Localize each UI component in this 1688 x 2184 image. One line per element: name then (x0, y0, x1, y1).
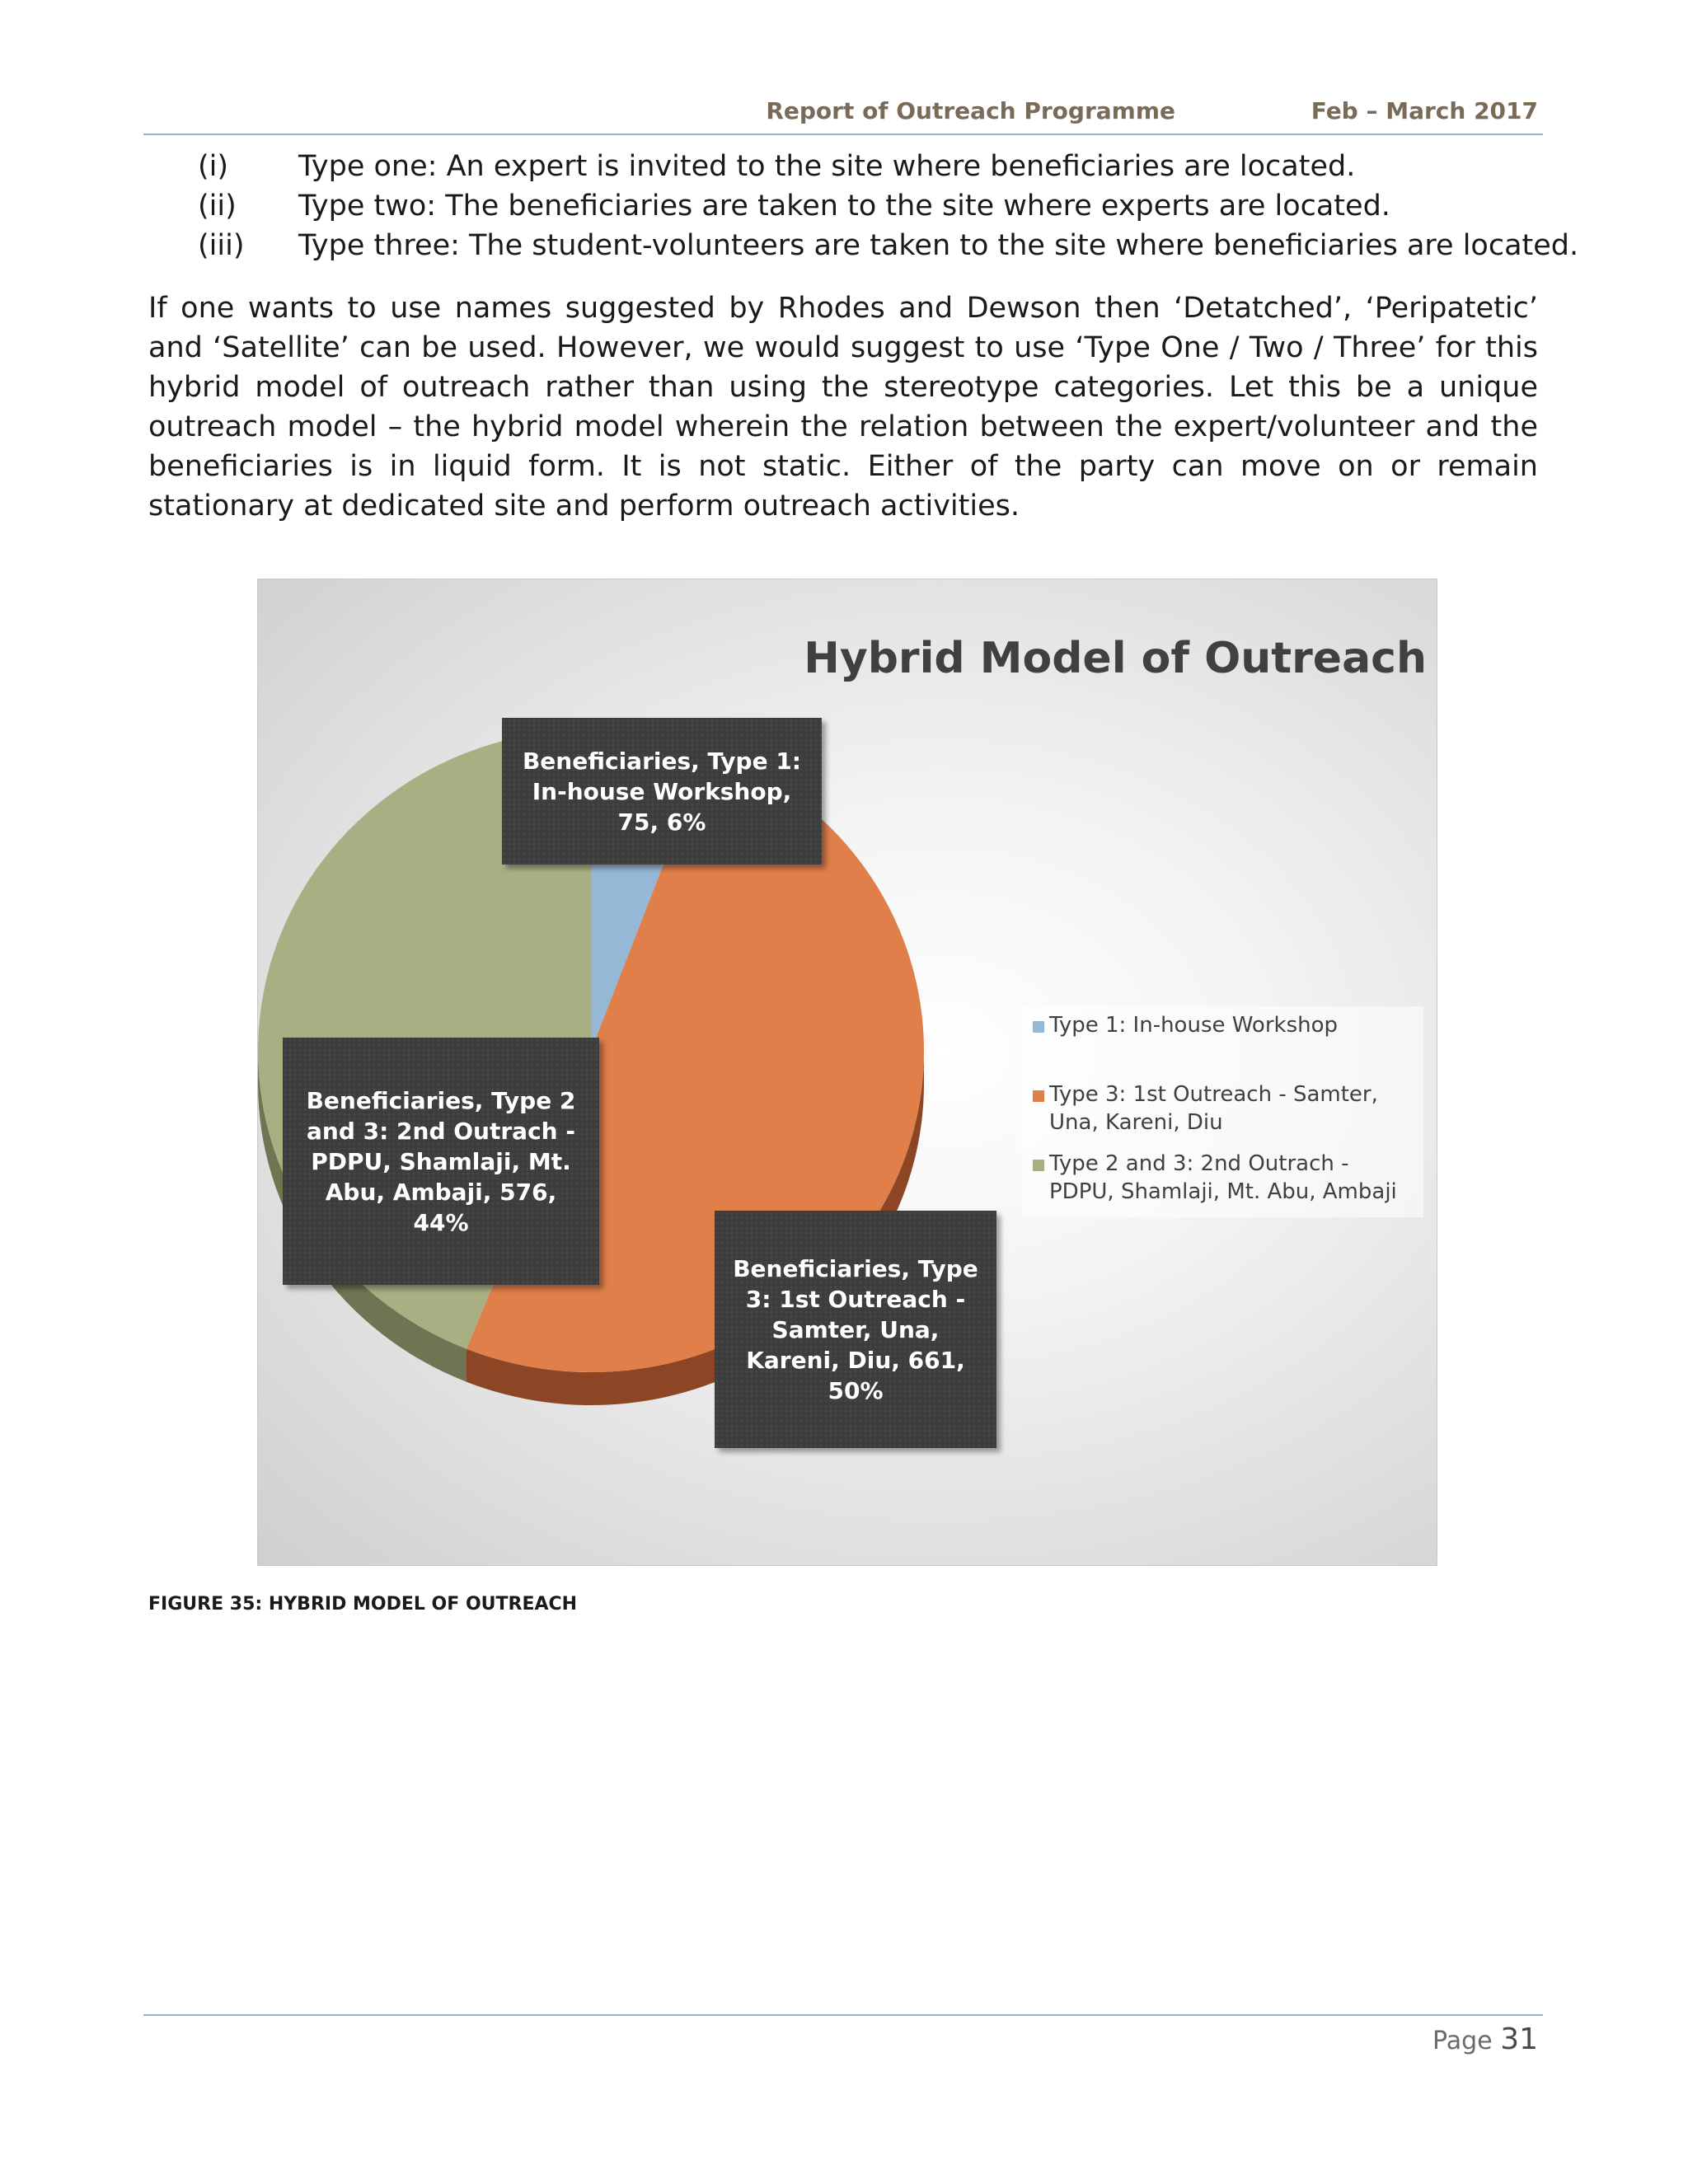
list-text: Type two: The beneficiaries are taken to the site where experts are located. (298, 190, 1390, 223)
data-label-type2-3: Beneficiaries, Type 2 and 3: 2nd Outrach - PDPU, Shamlaji, Mt. Abu, Ambaji, 576, 44% (283, 1038, 599, 1285)
list-item (198, 186, 1578, 226)
legend-item (1033, 1080, 1420, 1137)
figure-caption: FIGURE 35: HYBRID MODEL OF OUTREACH (148, 1594, 578, 1615)
data-label-type1: Beneficiaries, Type 1: In-house Workshop, 75, 6% (502, 718, 822, 865)
legend-swatch (1033, 1090, 1044, 1102)
report-title: Report of Outreach Programme (766, 97, 1175, 124)
legend-label: Type 3: 1st Outreach - Samter, Una, Kareni, Diu (1049, 1082, 1378, 1135)
page-number (1432, 2022, 1538, 2056)
legend-label: Type 1: In-house Workshop (1049, 1013, 1339, 1038)
legend-swatch (1033, 1160, 1044, 1171)
type-list (198, 147, 1578, 265)
page-number-value: 31 (1500, 2022, 1538, 2056)
legend-item (1033, 1150, 1420, 1206)
legend-swatch (1033, 1021, 1044, 1033)
page-header (143, 97, 1543, 135)
data-label-type3: Beneficiaries, Type 3: 1st Outreach - Samter, Una, Kareni, Diu, 661, 50% (715, 1211, 996, 1448)
body-paragraph: If one wants to use names suggested by Rhodes and Dewson then ‘Detatched’, ‘Peripatetic’ and ‘Satellite’ can be used. However, we would suggest to use ‘Type One / Two / Three’ for this hybrid model of outreach rather than using the stereotype categories. Let this be a unique outreach model – the hybrid model wherein the relation between the expert/volunteer and the beneficiaries is in liquid form. It is not static. Either of the party can move on or remain stationary at dedicated site and perform outreach activities. (148, 292, 1538, 523)
pie-chart (257, 579, 1437, 1566)
list-item (198, 147, 1578, 186)
list-item (198, 226, 1578, 265)
page-label: Page (1432, 2027, 1493, 2055)
report-date: Feb – March 2017 (1311, 97, 1538, 124)
list-text: Type one: An expert is invited to the site where beneficiaries are located. (298, 150, 1356, 183)
list-number: (i) (198, 150, 229, 183)
list-number: (iii) (198, 229, 245, 262)
legend-item (1033, 1011, 1420, 1039)
chart-title: Hybrid Model of Outreach (804, 634, 1427, 683)
list-number: (ii) (198, 190, 237, 223)
chart-legend (1021, 1006, 1423, 1217)
legend-label: Type 2 and 3: 2nd Outrach - PDPU, Shamlaji, Mt. Abu, Ambaji (1049, 1151, 1397, 1204)
list-text: Type three: The student-volunteers are taken to the site where beneficiaries are located. (298, 229, 1579, 262)
page-footer-rule (143, 2014, 1543, 2016)
